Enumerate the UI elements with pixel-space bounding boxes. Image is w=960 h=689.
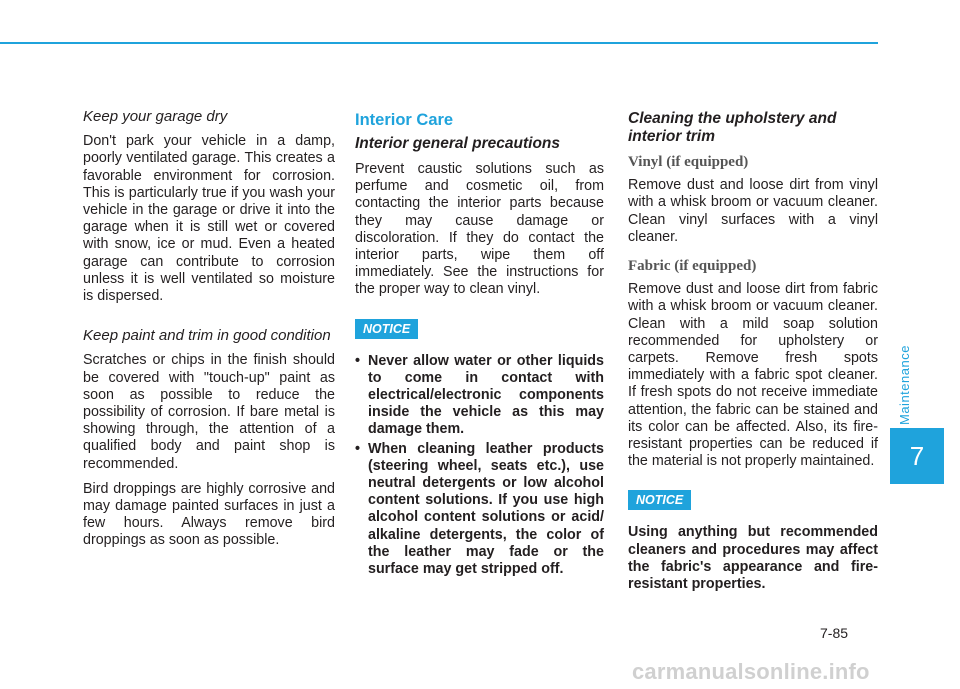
- subheading-paint: Keep paint and trim in good condition: [83, 327, 331, 345]
- section-title: Interior Care: [355, 111, 454, 129]
- footer-watermark: carmanualsonline.info: [632, 659, 870, 684]
- subheading-precautions: Interior general precautions: [355, 135, 560, 152]
- fabric-heading: Fabric (if equipped): [628, 258, 757, 275]
- column-right: [628, 110, 878, 601]
- list-item: • When cleaning leather products (steering wheel, seats etc.), use neutral detergents or low alcohol content solutions. If you use high alcohol content solutions or acid/ alkaline detergents, the color of the leather may fade or the surface may get stripped off.: [355, 440, 604, 578]
- subheading-upholstery: Cleaning the upholstery and interior trim: [628, 110, 837, 145]
- column-middle: [355, 110, 604, 580]
- page-number: 7-85: [820, 625, 849, 641]
- paragraph-precautions: Prevent caustic solutions such as perfume and cosmetic oil, from contacting the interior parts because they may cause damage or discoloration. If they do contact the interior parts, wipe them off immediately. See the instructions for the proper way to clean vinyl.: [355, 161, 604, 298]
- notice-badge: NOTICE: [628, 490, 691, 510]
- paragraph-garage: Don't park your vehicle in a damp, poorly ventilated garage. This creates a favorable environment for corrosion. This is particularly true if you wash your vehicle in the garage or drive it into the garage when it is still wet or covered with snow, ice or mud. Even a heated garage can contribute to corrosion unless it is well ventilated so moisture is dispersed.: [83, 133, 335, 305]
- paragraph-bird: Bird droppings are highly corrosive and may damage painted surfaces in just a few hours. Always remove bird droppings as soon as possible.: [83, 480, 335, 549]
- list-item: • Never allow water or other liquids to come in contact with electrical/electronic components inside the vehicle as this may damage them.: [355, 352, 604, 438]
- paragraph-paint: Scratches or chips in the finish should be covered with "touch-up" paint as soon as possible to reduce the possibility of corrosion. If bare metal is showing through, the attention of a qualified body and paint shop is recommended.: [83, 352, 335, 472]
- section-label: Maintenance: [897, 345, 912, 425]
- paragraph-fabric: Remove dust and loose dirt from fabric with a whisk broom or vacuum cleaner. Clean with a mild soap solution recommended for upholstery or carpets. Remove fresh spots immediately with a fabric spot cleaner. If fresh spots do not receive immediate attention, the fabric can be stained and its color can be affected. Also, its fire-resistant properties can be reduced if the material is not properly maintained.: [628, 281, 878, 470]
- notice-text: Using anything but recommended cleaners and procedures may affect the fabric's appearance and fire-resistant properties.: [628, 524, 878, 593]
- header-rule: [0, 42, 878, 44]
- paragraph-vinyl: Remove dust and loose dirt from vinyl with a whisk broom or vacuum cleaner. Clean vinyl surfaces with a vinyl cleaner.: [628, 177, 878, 245]
- chapter-tab[interactable]: 7: [890, 428, 944, 484]
- notice-list: [355, 353, 604, 579]
- subheading-garage: Keep your garage dry: [83, 108, 228, 125]
- vinyl-heading: Vinyl (if equipped): [628, 154, 749, 170]
- column-left: [83, 108, 335, 558]
- notice-badge: NOTICE: [355, 319, 418, 339]
